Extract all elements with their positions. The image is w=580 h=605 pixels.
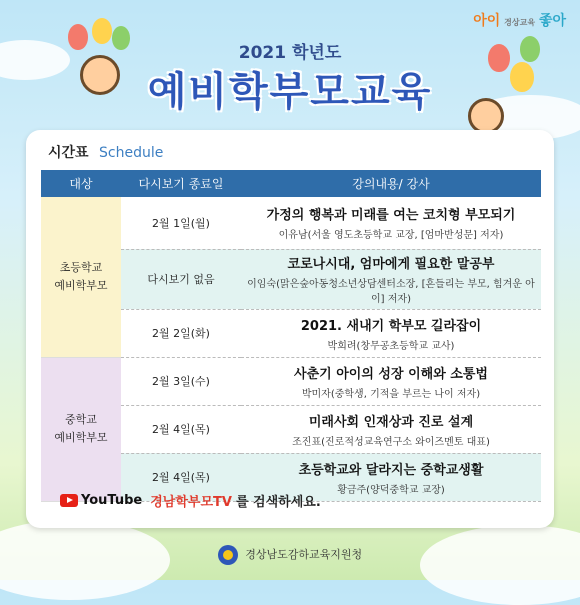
year-label: 2021 학년도 (238, 43, 342, 63)
lecture-title: 미래사회 인재상과 진로 설계 (308, 414, 474, 430)
lecture-cell (241, 197, 541, 249)
lecture-title: 가정의 행복과 미래를 여는 코치형 부모되기 (266, 208, 516, 224)
logo-small-text: 경상교육 (504, 18, 536, 27)
youtube-channel-name: 경남학부모TV (150, 495, 232, 510)
lecturer: 박미자(중학생, 기적을 부르는 나이 저자) (301, 388, 481, 400)
lecturer: 조진표(진로적성교육연구소 와이즈멘토 대표) (292, 436, 490, 448)
column-header: 다시보기 종료일 (121, 170, 241, 197)
group-label: 예비학부모 (54, 278, 108, 292)
schedule-card (26, 130, 554, 528)
group-cell-middle (41, 357, 121, 501)
lecture-cell (241, 249, 541, 309)
section-title-ko: 시간표 (48, 145, 89, 161)
date-cell: 2월 2일(화) (121, 309, 241, 357)
date-cell: 2월 4일(목) (121, 453, 241, 501)
education-office-emblem-icon (218, 545, 238, 565)
group-label: 초등학교 (59, 260, 103, 274)
table-row (41, 197, 541, 249)
date-cell: 다시보기 없음 (121, 249, 241, 309)
lecture-title: 초등학교와 달라지는 중학교생활 (298, 462, 484, 478)
lecturer: 황금주(양덕중학교 교장) (337, 484, 445, 496)
page-title: 예비학부모교육 (147, 69, 433, 115)
date-cell: 2월 3일(수) (121, 357, 241, 405)
column-header: 강의내용/ 강사 (241, 170, 541, 197)
lecture-title: 사춘기 아이의 성장 이해와 소통법 (294, 366, 488, 382)
footer (0, 545, 580, 565)
lecturer: 이유남(서울 영도초등학교 교장, [엄마반성문] 저자) (278, 230, 504, 242)
cloud-shape (420, 525, 580, 605)
youtube-icon (60, 494, 78, 507)
date-cell: 2월 1일(월) (121, 197, 241, 249)
lecture-title: 2021. 새내기 학부모 길라잡이 (300, 318, 482, 334)
lecture-cell (241, 357, 541, 405)
lecturer: 이임숙(맑은숲아동청소년상담센터소장, [흔들리는 부모, 힘겨운 아이] 저자) (247, 279, 535, 305)
column-header: 대상 (41, 170, 121, 197)
group-label: 중학교 (65, 413, 97, 426)
brand-logo (473, 10, 566, 30)
lecture-title: 코로나시대, 엄마에게 필요한 말공부 (287, 257, 495, 272)
lecture-cell (241, 405, 541, 453)
table-header-row (41, 170, 541, 197)
youtube-wordmark: YouTube (81, 493, 143, 508)
section-title-en: Schedule (99, 145, 164, 161)
group-cell-elementary (41, 197, 121, 357)
date-cell: 2월 4일(목) (121, 405, 241, 453)
youtube-notice (60, 491, 321, 510)
lecturer: 박희려(창무공초등학교 교사) (327, 340, 455, 352)
lecture-cell (241, 309, 541, 357)
group-label: 예비학부모 (54, 431, 108, 444)
logo-text-1: 아이 (473, 13, 501, 29)
schedule-table (41, 170, 541, 502)
section-heading (48, 142, 163, 162)
youtube-instruction: 를 검색하세요. (235, 495, 321, 510)
logo-text-2: 좋아 (538, 13, 566, 29)
table-row (41, 357, 541, 405)
footer-org-name: 경상남도감하교육지원청 (245, 548, 363, 561)
